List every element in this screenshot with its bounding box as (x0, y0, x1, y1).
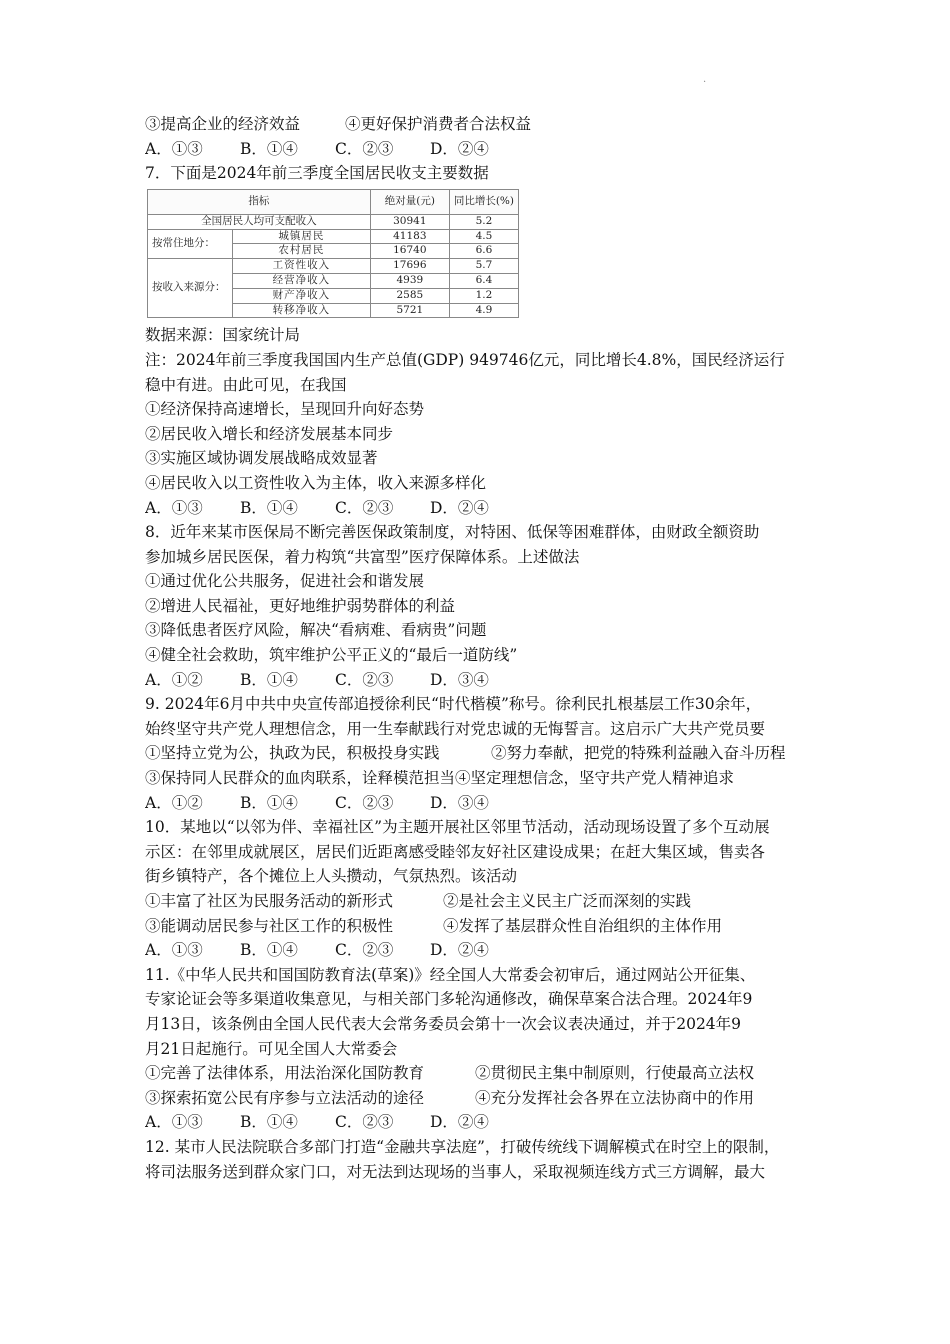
q8-option-4: ④健全社会救助，筑牢维护公平正义的“最后一道防线” (145, 646, 518, 665)
q9-answers (145, 791, 815, 816)
header-growth: 同比增长(%) (449, 189, 518, 214)
q7-stem: 7．下面是2024年前三季度全国居民收支主要数据 (145, 164, 489, 183)
q7-option-4: ④居民收入以工资性收入为主体，收入来源多样化 (145, 473, 487, 492)
q7-data-source: 数据来源：国家统计局 (145, 326, 301, 345)
q9-option-1: ①坚持立党为公，执政为民，积极投身实践 (145, 744, 440, 763)
row-growth: 1.2 (449, 288, 518, 303)
answer-a: A．①③ (145, 1113, 203, 1132)
row-amount: 4939 (370, 273, 449, 288)
q7-option-3: ③实施区域协调发展战略成效显著 (145, 449, 378, 468)
row-label: 农村居民 (233, 244, 371, 259)
q6-options (145, 112, 815, 137)
q7-note: 注：2024年前三季度我国国内生产总值(GDP) 949746亿元，同比增长4.8%，国民经济运行 (145, 350, 785, 369)
q6-answers (145, 137, 815, 162)
q8-stem: 8．近年来某市医保局不断完善医保政策制度，对特困、低保等困难群体，由财政全额资助 (145, 523, 760, 542)
q6-option-4: ④更好保护消费者合法权益 (345, 115, 532, 133)
answer-b: B．①④ (240, 498, 298, 517)
table-row (148, 259, 519, 274)
row-label: 城镇居民 (233, 229, 371, 244)
row-amount: 16740 (370, 244, 449, 259)
income-table-wrap (147, 189, 815, 319)
q7-answers (145, 496, 815, 521)
row-amount: 5721 (370, 303, 449, 318)
q7-option-2: ②居民收入增长和经济发展基本同步 (145, 424, 394, 443)
q11-option-2: ②贯彻民主集中制原则，行使最高立法权 (475, 1064, 755, 1083)
answer-b: B．①④ (240, 941, 298, 960)
q8-answers (145, 668, 815, 693)
answer-a: A．①③ (145, 941, 203, 960)
q11-stem: 专家论证会等多渠道收集意见，与相关部门多轮沟通修改，确保草案合法合理。2024年9 (145, 990, 753, 1009)
q8-stem: 参加城乡居民医保，着力构筑“共富型”医疗保障体系。上述做法 (145, 547, 580, 566)
row-label: 全国居民人均可支配收入 (148, 214, 371, 229)
q11-stem: 11.《中华人民共和国国防教育法(草案)》经全国人大常委会初审后，通过网站公开征集、 (145, 965, 756, 984)
group-source: 按收入来源分： (148, 259, 233, 318)
q10-options (145, 889, 815, 914)
header-amount: 绝对量(元) (370, 189, 449, 214)
q10-stem: 街乡镇特产，各个摊位上人头攒动，气氛热烈。该活动 (145, 867, 518, 886)
answer-a: A．①③ (145, 498, 203, 517)
row-amount: 17696 (370, 259, 449, 274)
q10-option-2: ②是社会主义民主广泛而深刻的实践 (443, 892, 692, 911)
q9-options (145, 741, 815, 766)
row-growth: 6.4 (449, 273, 518, 288)
q9-options (145, 766, 815, 791)
answer-c: C．②③ (335, 793, 394, 812)
group-residence: 按常住地分： (148, 229, 233, 259)
row-label: 工资性收入 (233, 259, 371, 274)
answer-d: D．②④ (430, 498, 489, 517)
q11-option-4: ④充分发挥社会各界在立法协商中的作用 (475, 1088, 755, 1107)
row-growth: 5.2 (449, 214, 518, 229)
answer-b: B．①④ (240, 139, 298, 158)
answer-b: B．①④ (240, 793, 298, 812)
answer-c: C．②③ (335, 670, 394, 689)
q11-stem: 月21日起施行。可见全国人大常委会 (145, 1039, 398, 1058)
answer-b: B．①④ (240, 1113, 298, 1132)
q12-stem: 12. 某市人民法院联合多部门打造“金融共享法庭”，打破传统线下调解模式在时空上的限制， (145, 1137, 780, 1156)
q11-options (145, 1061, 815, 1086)
answer-b: B．①④ (240, 670, 298, 689)
answer-d: D．③④ (430, 670, 489, 689)
q10-option-4: ④发挥了基层群众性自治组织的主体作用 (443, 916, 723, 935)
answer-a: A．①② (145, 793, 203, 812)
answer-d: D．②④ (430, 1113, 489, 1132)
row-growth: 5.7 (449, 259, 518, 274)
q10-option-1: ①丰富了社区为民服务活动的新形式 (145, 892, 394, 911)
q11-option-1: ①完善了法律体系，用法治深化国防教育 (145, 1064, 425, 1083)
header-indicator: 指标 (148, 189, 371, 214)
row-growth: 6.6 (449, 244, 518, 259)
q9-stem: 9. 2024年6月中共中央宣传部追授徐利民“时代楷模”称号。徐利民扎根基层工作30余年， (145, 695, 762, 714)
answer-a: A．①② (145, 670, 203, 689)
q6-option-3: ③提高企业的经济效益 (145, 115, 301, 133)
row-growth: 4.5 (449, 229, 518, 244)
answer-d: D．③④ (430, 793, 489, 812)
exam-page (145, 112, 815, 1184)
q9-stem: 始终坚守共产党人理想信念，用一生奉献践行对党忠诚的无悔誓言。这启示广大共产党员要 (145, 719, 766, 738)
answer-d: D．②④ (430, 941, 489, 960)
q7-option-1: ①经济保持高速增长，呈现回升向好态势 (145, 400, 425, 419)
row-growth: 4.9 (449, 303, 518, 318)
q7-note: 稳中有进。由此可见，在我国 (145, 375, 347, 394)
q11-option-3: ③探索拓宽公民有序参与立法活动的途径 (145, 1088, 425, 1107)
top-dot: . (703, 74, 707, 85)
q10-stem: 示区：在邻里成就展区，居民们近距离感受睦邻友好社区建设成果；在赶大集区域，售卖各 (145, 842, 766, 861)
q9-option-3: ③保持同人民群众的血肉联系，诠释模范担当 (145, 769, 456, 788)
q9-option-2: ②努力奉献，把党的特殊利益融入奋斗历程 (491, 744, 786, 763)
table-header (148, 189, 519, 214)
q11-options (145, 1086, 815, 1111)
q10-option-3: ③能调动居民参与社区工作的积极性 (145, 916, 394, 935)
table-row (148, 229, 519, 244)
row-label: 财产净收入 (233, 288, 371, 303)
row-label: 转移净收入 (233, 303, 371, 318)
row-amount: 41183 (370, 229, 449, 244)
row-amount: 2585 (370, 288, 449, 303)
q11-answers (145, 1110, 815, 1135)
answer-c: C．②③ (335, 498, 394, 517)
q12-stem: 将司法服务送到群众家门口，对无法到达现场的当事人，采取视频连线方式三方调解，最大 (145, 1162, 766, 1181)
row-amount: 30941 (370, 214, 449, 229)
income-table (147, 189, 519, 319)
q8-option-2: ②增进人民福祉，更好地维护弱势群体的利益 (145, 596, 456, 615)
q11-stem: 月13日，该条例由全国人民代表大会常务委员会第十一次会议表决通过，并于2024年9 (145, 1014, 742, 1033)
q8-option-3: ③降低患者医疗风险，解决“看病难、看病贵”问题 (145, 621, 487, 640)
answer-d: D．②④ (430, 139, 489, 158)
answer-a: A．①③ (145, 139, 203, 158)
answer-c: C．②③ (335, 139, 394, 158)
q9-option-4: ④坚定理想信念，坚守共产党人精神追求 (455, 769, 735, 788)
answer-c: C．②③ (335, 941, 394, 960)
row-label: 经营净收入 (233, 273, 371, 288)
answer-c: C．②③ (335, 1113, 394, 1132)
q10-stem: 10．某地以“以邻为伴、幸福社区”为主题开展社区邻里节活动，活动现场设置了多个互动展 (145, 818, 770, 837)
table-row (148, 214, 519, 229)
q8-option-1: ①通过优化公共服务，促进社会和谐发展 (145, 572, 425, 591)
q10-options (145, 914, 815, 939)
q10-answers (145, 938, 815, 963)
